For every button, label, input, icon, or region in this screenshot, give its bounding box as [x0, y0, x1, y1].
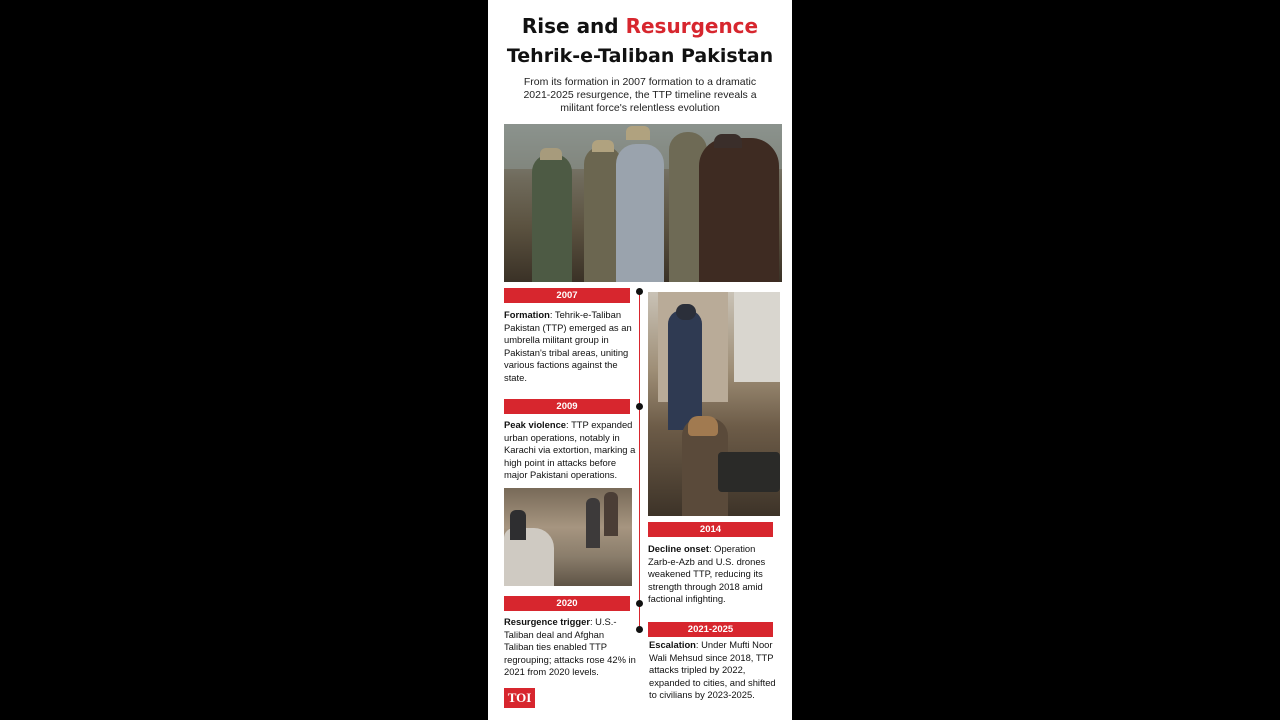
event-text: : Tehrik-e-Taliban Pakistan (TTP) emerged as an umbrella militant group in Pakistan's tribal areas, uniting various factions against the state. — [504, 309, 632, 383]
intro-text: From its formation in 2007 formation to a dramatic 2021-2025 resurgence, the TTP timeline reveals a militant force's relentless evolution — [523, 76, 757, 114]
event-term: Decline onset — [648, 543, 709, 554]
timeline-dot-2009 — [636, 403, 643, 410]
headline-accent: Resurgence — [625, 14, 759, 38]
photo-armed-fighters — [648, 292, 780, 516]
headline-part1: Rise and — [521, 14, 619, 38]
year-label-2020: 2020 — [504, 596, 630, 611]
event-2014 — [648, 543, 780, 606]
event-2020 — [504, 616, 636, 679]
event-text: : Operation Zarb-e-Azb and U.S. drones weakened TTP, reducing its strength through 2018 amid factional infighting. — [648, 543, 766, 604]
toi-logo: TOI — [504, 688, 535, 708]
timeline-dot-2007 — [636, 288, 643, 295]
event-2009 — [504, 419, 636, 482]
year-label-2009: 2009 — [504, 399, 630, 414]
timeline-dot-2020 — [636, 600, 643, 607]
event-2021-2025 — [649, 639, 779, 702]
photo-wreckage — [504, 488, 632, 586]
event-text: : Under Mufti Noor Wali Mehsud since 2018, TTP attacks tripled by 2022, expanded to cities, and shifted to civilians by 2023-2025. — [649, 639, 776, 700]
timeline-line — [639, 292, 640, 630]
year-label-2014: 2014 — [648, 522, 773, 537]
event-2007 — [504, 309, 632, 384]
hero-photo-militants — [504, 124, 782, 282]
headline-subtitle: Tehrik-e-Taliban Pakistan — [506, 45, 774, 67]
event-term: Formation — [504, 309, 550, 320]
headline — [488, 14, 792, 38]
event-term: Peak violence — [504, 419, 567, 430]
event-term: Resurgence trigger — [504, 616, 590, 627]
year-label-2021-2025: 2021-2025 — [648, 622, 773, 637]
year-label-2007: 2007 — [504, 288, 630, 303]
infographic-card — [488, 0, 792, 720]
event-term: Escalation — [649, 639, 696, 650]
event-text: : U.S.-Taliban deal and Afghan Taliban ties enabled TTP regrouping; attacks rose 42% in 2021 from 2020 levels. — [504, 616, 636, 677]
event-text: : TTP expanded urban operations, notably in Karachi via extortion, marking a high point in attacks before major Pakistani operations. — [504, 419, 636, 480]
timeline-dot-2021-2025 — [636, 626, 643, 633]
